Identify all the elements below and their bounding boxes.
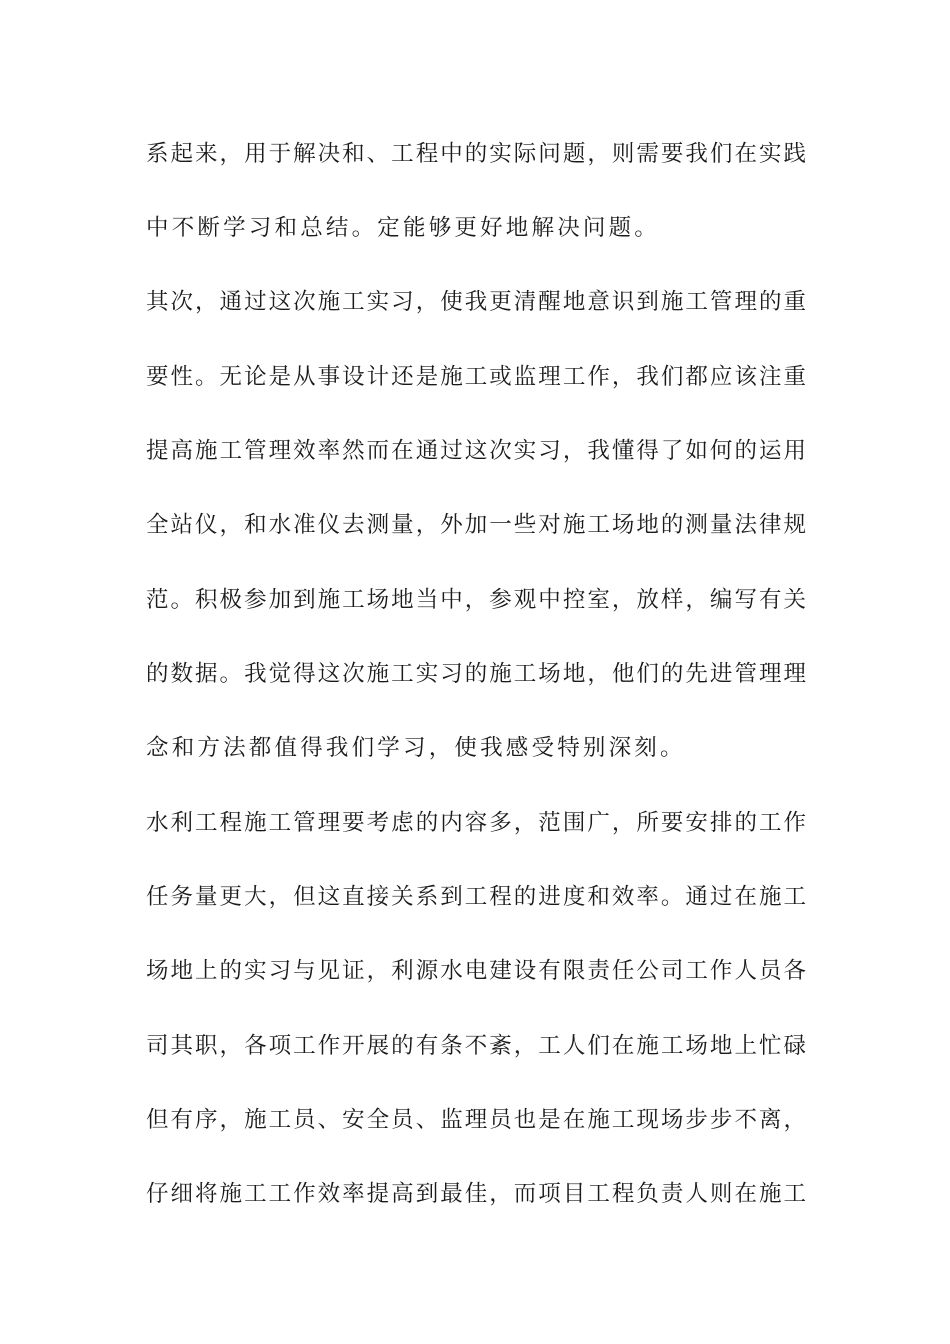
text-line: 范。积极参加到施工场地当中，参观中控室，放样，编写有关 xyxy=(146,587,806,613)
text-line: 全站仪，和水准仪去测量，外加一些对施工场地的测量法律规 xyxy=(146,512,806,538)
text-line: 但有序，施工员、安全员、监理员也是在施工现场步步不离， xyxy=(146,1107,806,1133)
text-line: 要性。无论是从事设计还是施工或监理工作，我们都应该注重 xyxy=(146,364,806,390)
text-line: 提高施工管理效率然而在通过这次实习，我懂得了如何的运用 xyxy=(146,438,806,464)
text-line: 任务量更大，但这直接关系到工程的进度和效率。通过在施工 xyxy=(146,884,806,910)
text-line: 仔细将施工工作效率提高到最佳，而项目工程负责人则在施工 xyxy=(146,1181,806,1207)
text-line: 系起来，用于解决和、工程中的实际问题，则需要我们在实践 xyxy=(146,141,806,167)
text-line: 水利工程施工管理要考虑的内容多，范围广，所要安排的工作 xyxy=(146,810,806,836)
text-line: 其次，通过这次施工实习，使我更清醒地意识到施工管理的重 xyxy=(146,289,806,315)
text-line: 的数据。我觉得这次施工实习的施工场地，他们的先进管理理 xyxy=(146,661,806,687)
text-line: 场地上的实习与见证，利源水电建设有限责任公司工作人员各 xyxy=(146,958,806,984)
text-line: 念和方法都值得我们学习，使我感受特别深刻。 xyxy=(146,735,686,761)
text-line: 司其职，各项工作开展的有条不紊，工人们在施工场地上忙碌 xyxy=(146,1033,806,1059)
text-line: 中不断学习和总结。定能够更好地解决问题。 xyxy=(146,215,661,241)
